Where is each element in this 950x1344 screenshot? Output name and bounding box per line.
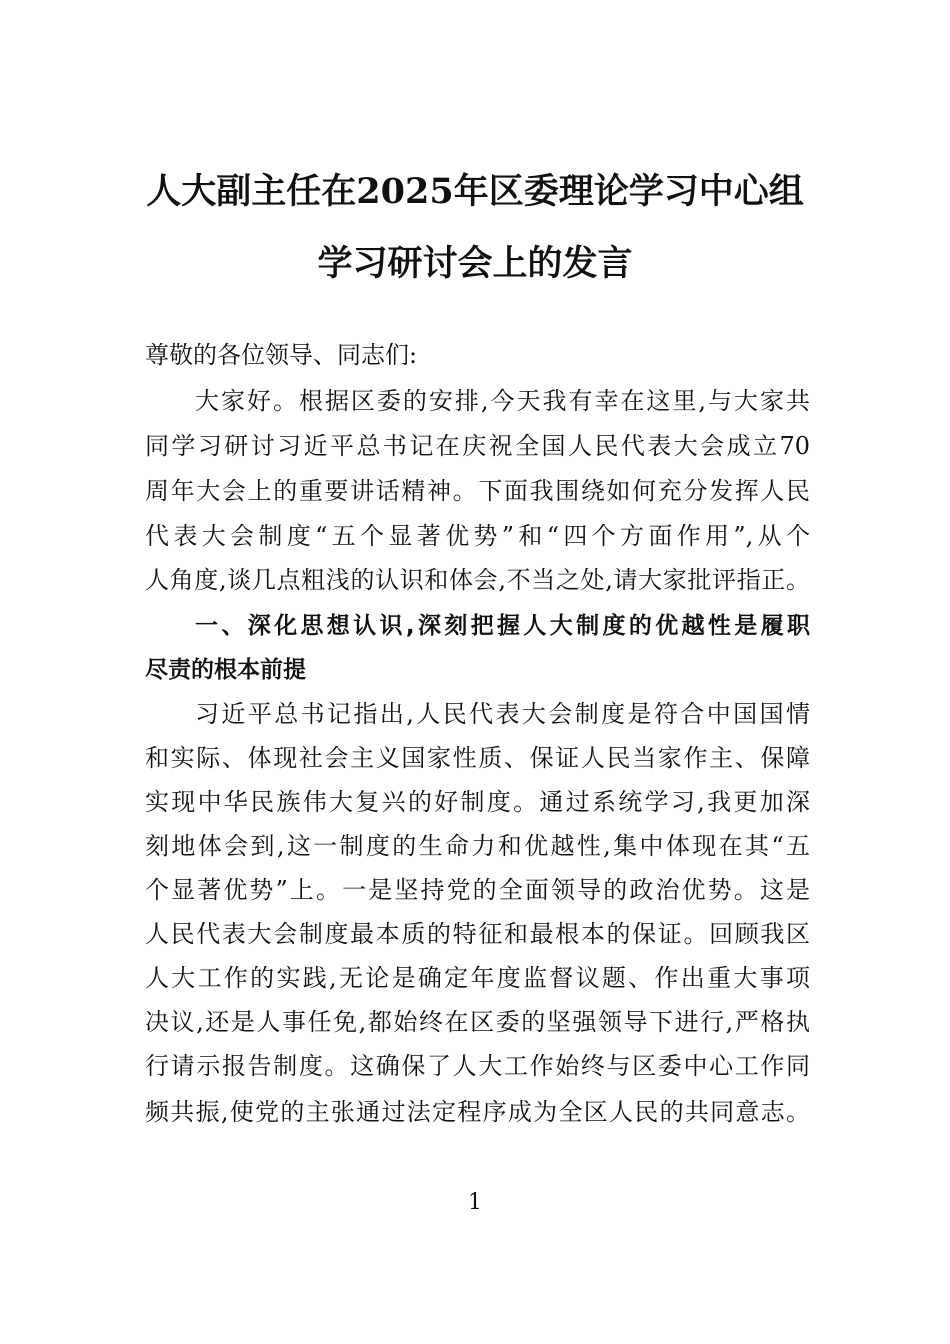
intro-line: 代表大会制度“五个显著优势”和“四个方面作用”,从个 (145, 522, 810, 550)
salutation: 尊敬的各位领导、同志们: (145, 341, 418, 369)
paragraph-line: 频共振,使党的主张通过法定程序成为全区人民的共同意志。 (145, 1098, 810, 1126)
intro-line: 同学习研讨习近平总书记在庆祝全国人民代表大会成立70 (145, 432, 810, 460)
page-number: 1 (468, 1190, 482, 1215)
paragraph-line: 人大工作的实践,无论是确定年度监督议题、作出重大事项 (145, 964, 810, 992)
intro-line: 周年大会上的重要讲话精神。下面我围绕如何充分发挥人民 (145, 477, 810, 505)
paragraph-line: 决议,还是人事任免,都始终在区委的坚强领导下进行,严格执 (145, 1008, 810, 1036)
document-title-line-1: 人大副主任在2025年区委理论学习中心组 (146, 171, 804, 212)
paragraph-line: 刻地体会到,这一制度的生命力和优越性,集中体现在其“五 (145, 832, 810, 860)
paragraph-line: 实现中华民族伟大复兴的好制度。通过系统学习,我更加深 (145, 788, 810, 816)
section-heading-1: 一、深化思想认识,深刻把握人大制度的优越性是履职 (195, 613, 810, 639)
paragraph-line: 个显著优势”上。一是坚持党的全面领导的政治优势。这是 (145, 876, 810, 904)
paragraph-line: 行请示报告制度。这确保了人大工作始终与区委中心工作同 (145, 1052, 810, 1080)
document-title-line-2: 学习研讨会上的发言 (317, 243, 633, 284)
intro-line: 人角度,谈几点粗浅的认识和体会,不当之处,请大家批评指正。 (145, 566, 810, 594)
paragraph-line: 人民代表大会制度最本质的特征和最根本的保证。回顾我区 (145, 920, 810, 948)
paragraph-line: 习近平总书记指出,人民代表大会制度是符合中国国情 (195, 700, 810, 728)
intro-line: 大家好。根据区委的安排,今天我有幸在这里,与大家共 (195, 387, 810, 415)
paragraph-line: 和实际、体现社会主义国家性质、保证人民当家作主、保障 (145, 744, 810, 772)
section-heading-1-cont: 尽责的根本前提 (145, 657, 306, 683)
